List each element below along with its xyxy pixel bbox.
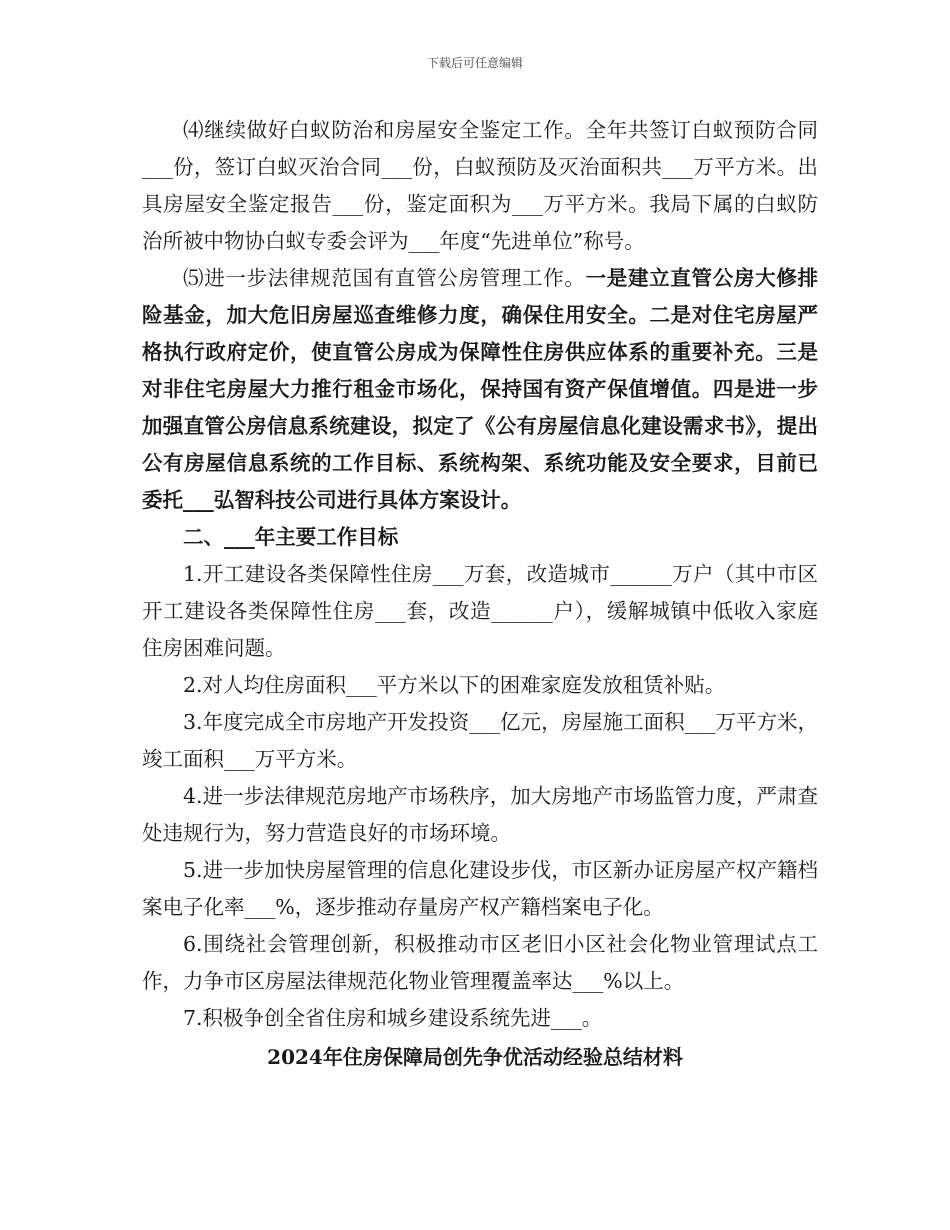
goal-item: 1.开工建设各类保障性住房___万套，改造城市______万户（其中市区开工建设各类保障性住房___套，改造______户），缓解城镇中低收入家庭住房困难问题。 xyxy=(142,562,818,660)
goal-item: 4.进一步法律规范房地产市场秩序，加大房地产市场监管力度，严肃查处违规行为，努力营造良好的市场环境。 xyxy=(142,784,818,845)
paragraph-public-housing-management xyxy=(142,260,818,519)
goal-item: 2.对人均住房面积___平方米以下的困难家庭发放租赁补贴。 xyxy=(183,673,726,697)
goal-item: 5.进一步加快房屋管理的信息化建设步伐，市区新办证房屋产权产籍档案电子化率___%，逐步推动存量房产权产籍档案电子化。 xyxy=(142,858,818,919)
paragraph-bold-measures: 一是建立直管公房大修排险基金，加大危旧房屋巡查维修力度，确保住用安全。二是对住宅房屋严格执行政府定价，使直管公房成为保障性住房供应体系的重要补充。三是对非住宅房屋大力推行租金市场化，保持国有资产保值增值。四是进一步加强直管公房信息系统建设，拟定了《公有房屋信息化建设需求书》，提出公有房屋信息系统的工作目标、系统构架、系统功能及安全要求，目前已委托___弘智科技公司进行具体方案设计。 xyxy=(142,266,819,512)
document-title: 2024年住房保障局创先争优活动经验总结材料 xyxy=(267,1045,683,1069)
goal-item: 3.年度完成全市房地产开发投资___亿元，房屋施工面积___万平方米，竣工面积___万平方米。 xyxy=(142,710,818,771)
section-heading-goals: 二、___年主要工作目标 xyxy=(183,525,399,549)
paragraph-lead: ⑸进一步法律规范国有直管公房管理工作。 xyxy=(183,266,586,290)
goal-item: 7.积极争创全省住房和城乡建设系统先进___。 xyxy=(183,1006,603,1030)
goal-item: 6.围绕社会管理创新，积极推动市区老旧小区社会化物业管理试点工作，力争市区房屋法律规范化物业管理覆盖率达___%以上。 xyxy=(142,932,818,993)
paragraph-termite-prevention: ⑷继续做好白蚁防治和房屋安全鉴定工作。全年共签订白蚁预防合同___份，签订白蚁灭治合同___份，白蚁预防及灭治面积共___万平方米。出具房屋安全鉴定报告___份，鉴定面积为___万平方米。我局下属的白蚁防治所被中物协白蚁专委会评为___年度“先进单位”称号。 xyxy=(142,118,818,253)
document-body xyxy=(142,112,818,1037)
page-header-note: 下载后可任意编辑 xyxy=(426,56,523,70)
goal-list xyxy=(142,556,818,1037)
